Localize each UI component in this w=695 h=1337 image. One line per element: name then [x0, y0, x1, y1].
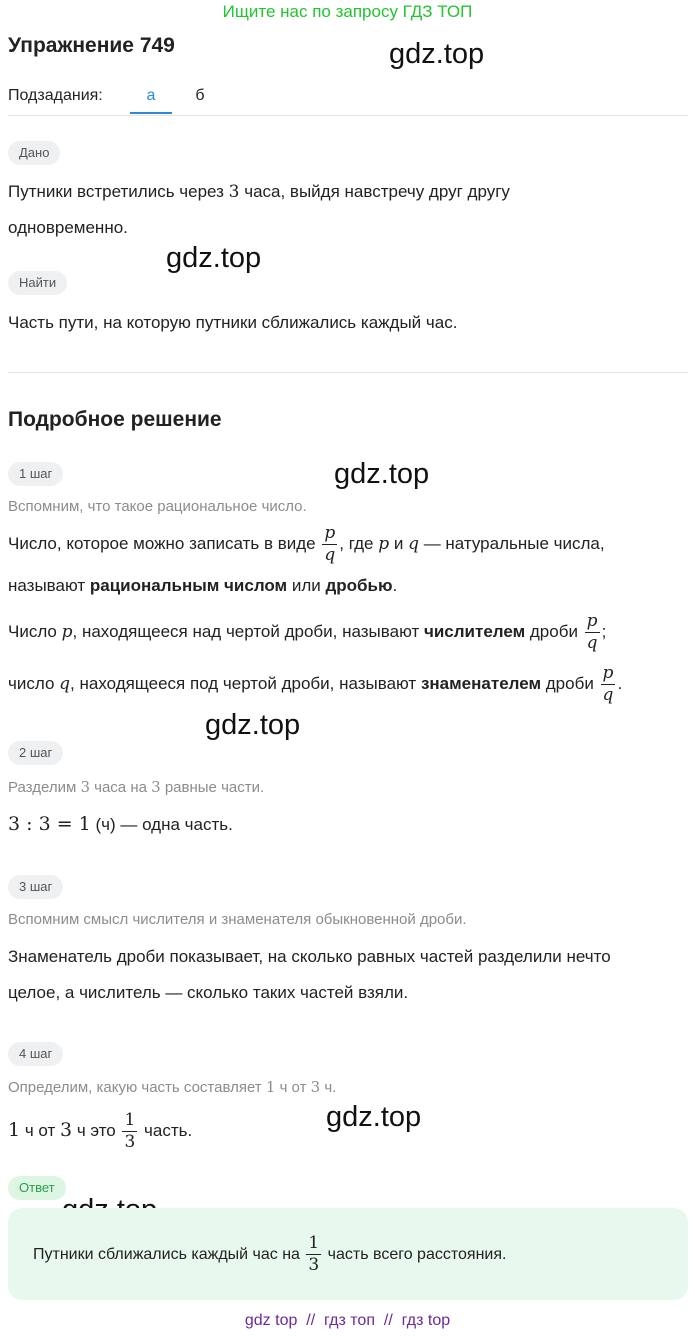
step-1-hint: Вспомним, что такое рациональное число.: [8, 498, 307, 515]
step-3-line1: Знаменатель дроби показывает, на сколько равных частей разделили нечто: [8, 947, 611, 966]
top-banner[interactable]: Ищите нас по запросу ГДЗ ТОП: [222, 2, 473, 21]
fraction-one-third: $\frac{1}{3}$: [308, 1233, 320, 1276]
fraction-p-q: $\frac{p}{q}$: [324, 523, 336, 566]
step-1-line1: Число, которое можно записать в виде $\frac{p}{q}$ , где p и q — натуральные числа,: [8, 523, 605, 566]
step-1-pill: 1 шаг: [8, 462, 63, 486]
watermark: gdz.top: [205, 709, 301, 741]
step-1-line4: число q, находящееся под чертой дроби, называют знаменателем дроби $\frac{p}{q}$ .: [8, 663, 623, 706]
tab-subtask-a[interactable]: а: [130, 80, 172, 114]
footer-links[interactable]: gdz top // гдз топ // гдз top: [244, 1312, 451, 1329]
answer-pill: Ответ: [8, 1176, 66, 1200]
given-text-line2: одновременно.: [8, 218, 128, 237]
step-4-line: 1 ч от 3 ч это $\frac{1}{3}$ часть.: [8, 1110, 193, 1153]
section-divider: [8, 372, 688, 373]
watermark: gdz.top: [334, 458, 430, 490]
given-text: Путники встретились через 3 часа, выйдя навстречу друг другу: [8, 182, 510, 202]
watermark: gdz.top: [389, 38, 485, 70]
solution-title: Подробное решение: [8, 408, 222, 431]
page-title: Упражнение 749: [8, 34, 175, 57]
fraction-p-q: $\frac{p}{q}$: [586, 611, 598, 654]
watermark: gdz.top: [326, 1101, 422, 1133]
subtasks-label: Подзадания:: [8, 87, 103, 104]
fraction-p-q: $\frac{p}{q}$: [602, 663, 614, 706]
step-4-hint: Определим, какую часть составляет 1 ч от 3 ч.: [8, 1078, 337, 1096]
watermark: gdz.top: [166, 242, 262, 274]
find-text: Часть пути, на которую путники сближались каждый час.: [8, 313, 458, 332]
step-2-pill: 2 шаг: [8, 741, 63, 765]
step-2-formula: 3 : 3 = 1 (ч) — одна часть.: [8, 813, 233, 835]
step-3-pill: 3 шаг: [8, 875, 63, 899]
answer-text: Путники сближались каждый час на $\frac{1}{3}$ часть всего расстояния.: [33, 1233, 507, 1276]
step-2-hint: Разделим 3 часа на 3 равные части.: [8, 778, 265, 796]
step-1-line3: Число p, находящееся над чертой дроби, называют числителем дроби $\frac{p}{q}$ ;: [8, 611, 607, 654]
find-pill: Найти: [8, 271, 67, 295]
fraction-one-third: $\frac{1}{3}$: [124, 1110, 136, 1153]
given-pill: Дано: [8, 141, 60, 165]
step-4-pill: 4 шаг: [8, 1042, 63, 1066]
step-1-line2: называют рациональным числом или дробью.: [8, 576, 398, 595]
tab-subtask-b[interactable]: б: [195, 87, 205, 104]
step-3-line2: целое, а числитель — сколько таких частей взяли.: [8, 983, 409, 1002]
step-3-hint: Вспомним смысл числителя и знаменателя обыкновенной дроби.: [8, 911, 467, 928]
tab-divider: [8, 115, 688, 116]
